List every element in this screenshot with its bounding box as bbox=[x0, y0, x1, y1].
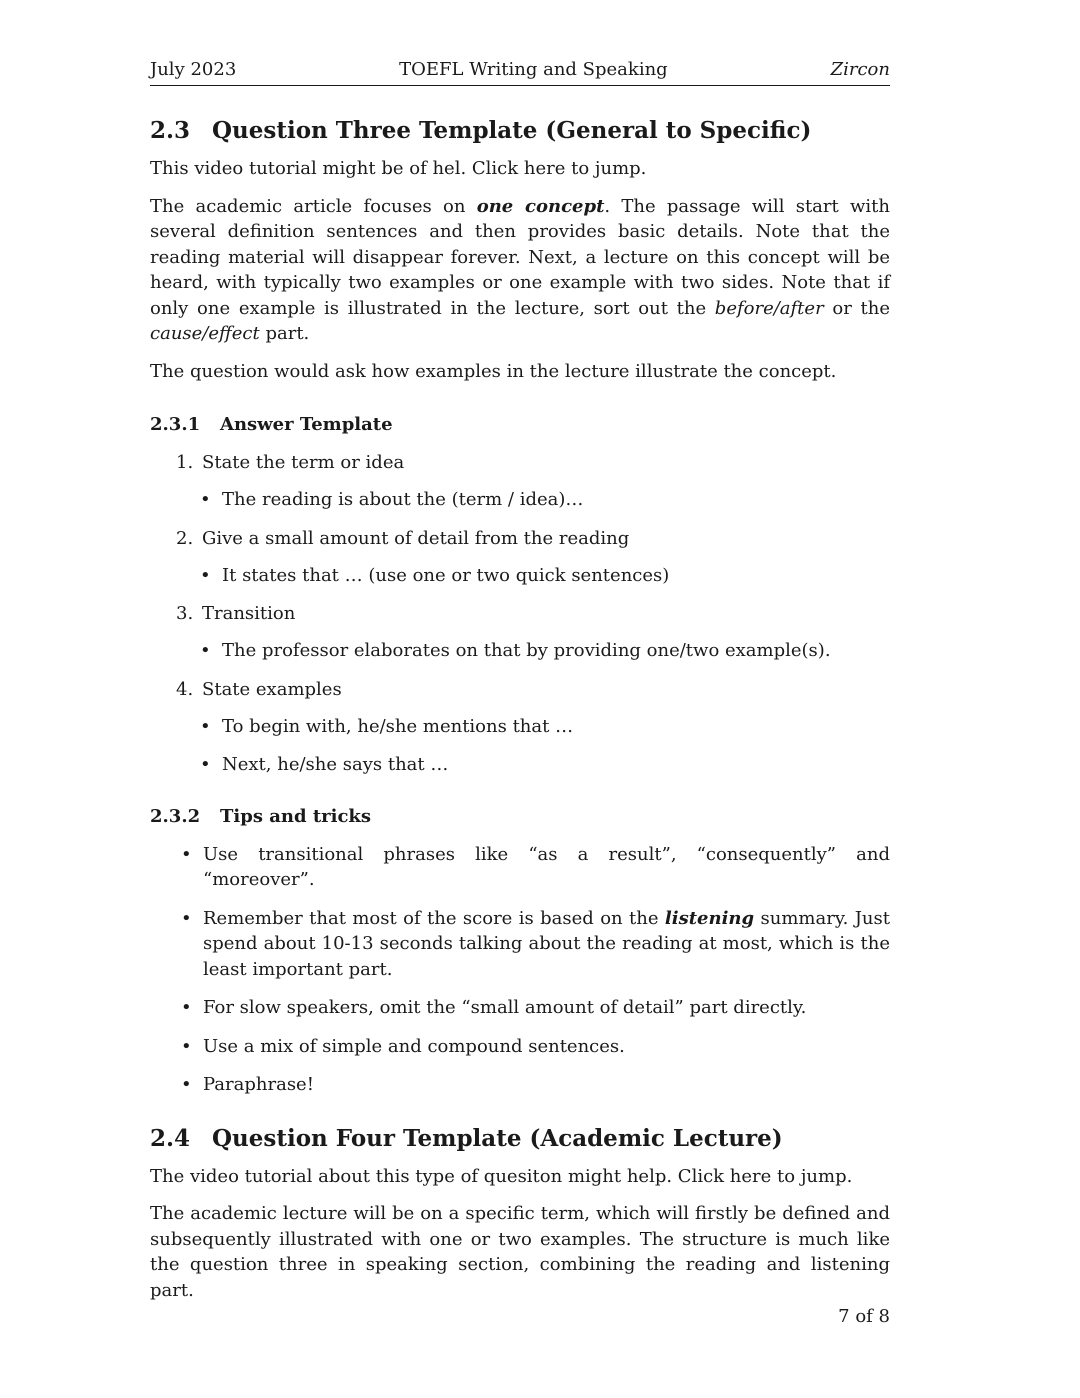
bullet-icon: • bbox=[181, 907, 192, 929]
section-2-4-heading bbox=[150, 1124, 890, 1154]
tip-item bbox=[181, 842, 890, 893]
sub-list bbox=[200, 714, 890, 778]
sub-item-text: The professor elaborates on that by providing one/two example(s). bbox=[222, 640, 831, 661]
item-number: 2. bbox=[176, 527, 194, 549]
list-item bbox=[176, 450, 890, 513]
tip-item bbox=[181, 995, 890, 1021]
subsection-title: Answer Template bbox=[220, 414, 393, 435]
paragraph-question-ask: The question would ask how examples in the lecture illustrate the concept. bbox=[150, 360, 837, 382]
emphasis-one-concept: one concept bbox=[476, 195, 605, 217]
answer-template-list bbox=[150, 450, 890, 778]
tips-list bbox=[181, 842, 890, 1098]
subsection-number: 2.3.1 bbox=[150, 414, 201, 435]
tip-item bbox=[181, 1072, 890, 1098]
item-number: 3. bbox=[176, 603, 194, 624]
tip-text: Use transitional phrases like “as a result”, “consequently” and “moreover”. bbox=[203, 843, 890, 890]
sub-item-text: It states that … (use one or two quick sentences) bbox=[222, 564, 670, 586]
bullet-icon: • bbox=[181, 843, 192, 865]
tip-text: For slow speakers, omit the “small amount of detail” part directly. bbox=[203, 997, 807, 1018]
header-title: TOEFL Writing and Speaking bbox=[399, 59, 668, 80]
bullet-icon: • bbox=[181, 1074, 192, 1095]
tip-text: Paraphrase! bbox=[203, 1074, 314, 1095]
item-label: Transition bbox=[202, 603, 296, 624]
bullet-icon: • bbox=[200, 489, 211, 510]
paragraph-video-tutorial-2: The video tutorial about this type of quesiton might help. Click here to jump. bbox=[150, 1165, 853, 1187]
tip-item bbox=[181, 1034, 890, 1060]
section-number: 2.3 bbox=[150, 117, 191, 144]
tip-text: Remember that most of the score is based on the bbox=[203, 907, 665, 929]
running-header bbox=[150, 56, 890, 86]
bullet-icon: • bbox=[181, 1035, 192, 1057]
item-number: 4. bbox=[176, 678, 194, 700]
text-run: . The passage will start with several definition sentences and then provides basic details. Note that the reading material will disappear forever. Next, a lecture on this concept will be heard, with typically two examples or one example with two sides. Note that if only one example is illustrated in the lecture, sort out the bbox=[150, 195, 890, 319]
list-item bbox=[176, 601, 890, 664]
emphasis-cause-effect: cause/effect bbox=[150, 323, 260, 344]
sub-list-item bbox=[200, 563, 890, 589]
section-2-3-2-heading bbox=[150, 804, 890, 830]
section-title: Question Three Template (General to Specific) bbox=[212, 117, 812, 144]
subsection-number: 2.3.2 bbox=[150, 805, 201, 827]
page-number: 7 of 8 bbox=[838, 1306, 890, 1327]
bullet-icon: • bbox=[200, 564, 211, 586]
item-label: State examples bbox=[202, 678, 342, 700]
list-item bbox=[176, 677, 890, 778]
paragraph-video-tutorial: This video tutorial might be of hel. Click here to jump. bbox=[150, 158, 647, 179]
section-number: 2.4 bbox=[150, 1124, 191, 1152]
bullet-icon: • bbox=[181, 997, 192, 1018]
text-run: part. bbox=[259, 323, 310, 344]
section-2-3-1-heading bbox=[150, 412, 890, 438]
list-item bbox=[176, 526, 890, 589]
bullet-icon: • bbox=[200, 715, 211, 737]
item-label: State the term or idea bbox=[202, 452, 405, 473]
sub-list-item bbox=[200, 638, 890, 664]
paragraph-lecture-description: The academic lecture will be on a specific term, which will firstly be defined and subsequently illustrated with one or two examples. The structure is much like the question three in speaking section, combining the reading and listening part. bbox=[150, 1203, 890, 1301]
sub-list-item bbox=[200, 487, 890, 513]
text-run: The academic article focuses on bbox=[150, 195, 477, 217]
tip-text: Use a mix of simple and compound sentences. bbox=[203, 1035, 625, 1057]
paragraph-article-description bbox=[150, 194, 890, 347]
sub-list bbox=[200, 487, 890, 513]
section-title: Question Four Template (Academic Lecture) bbox=[212, 1124, 783, 1152]
bullet-icon: • bbox=[200, 640, 211, 661]
emphasis-listening: listening bbox=[664, 907, 755, 929]
sub-item-text: To begin with, he/she mentions that … bbox=[222, 715, 574, 737]
subsection-title: Tips and tricks bbox=[220, 805, 372, 827]
sub-list bbox=[200, 563, 890, 589]
tip-text: summary. Just spend about 10-13 seconds talking about the reading at most, which is the least important part. bbox=[203, 907, 890, 980]
sub-item-text: Next, he/she says that … bbox=[222, 754, 449, 775]
section-2-3-heading bbox=[150, 116, 890, 146]
tip-item bbox=[181, 906, 890, 983]
text-run: or the bbox=[823, 297, 890, 319]
sub-list-item bbox=[200, 714, 890, 740]
header-author: Zircon bbox=[830, 59, 890, 80]
header-date: July 2023 bbox=[150, 59, 237, 80]
item-label: Give a small amount of detail from the reading bbox=[202, 527, 630, 549]
sub-list-item bbox=[200, 752, 890, 778]
sub-item-text: The reading is about the (term / idea)… bbox=[222, 489, 584, 510]
sub-list bbox=[200, 638, 890, 664]
emphasis-before-after: before/after bbox=[714, 297, 824, 319]
document-page bbox=[150, 56, 890, 1315]
item-number: 1. bbox=[176, 452, 194, 473]
bullet-icon: • bbox=[200, 754, 211, 775]
